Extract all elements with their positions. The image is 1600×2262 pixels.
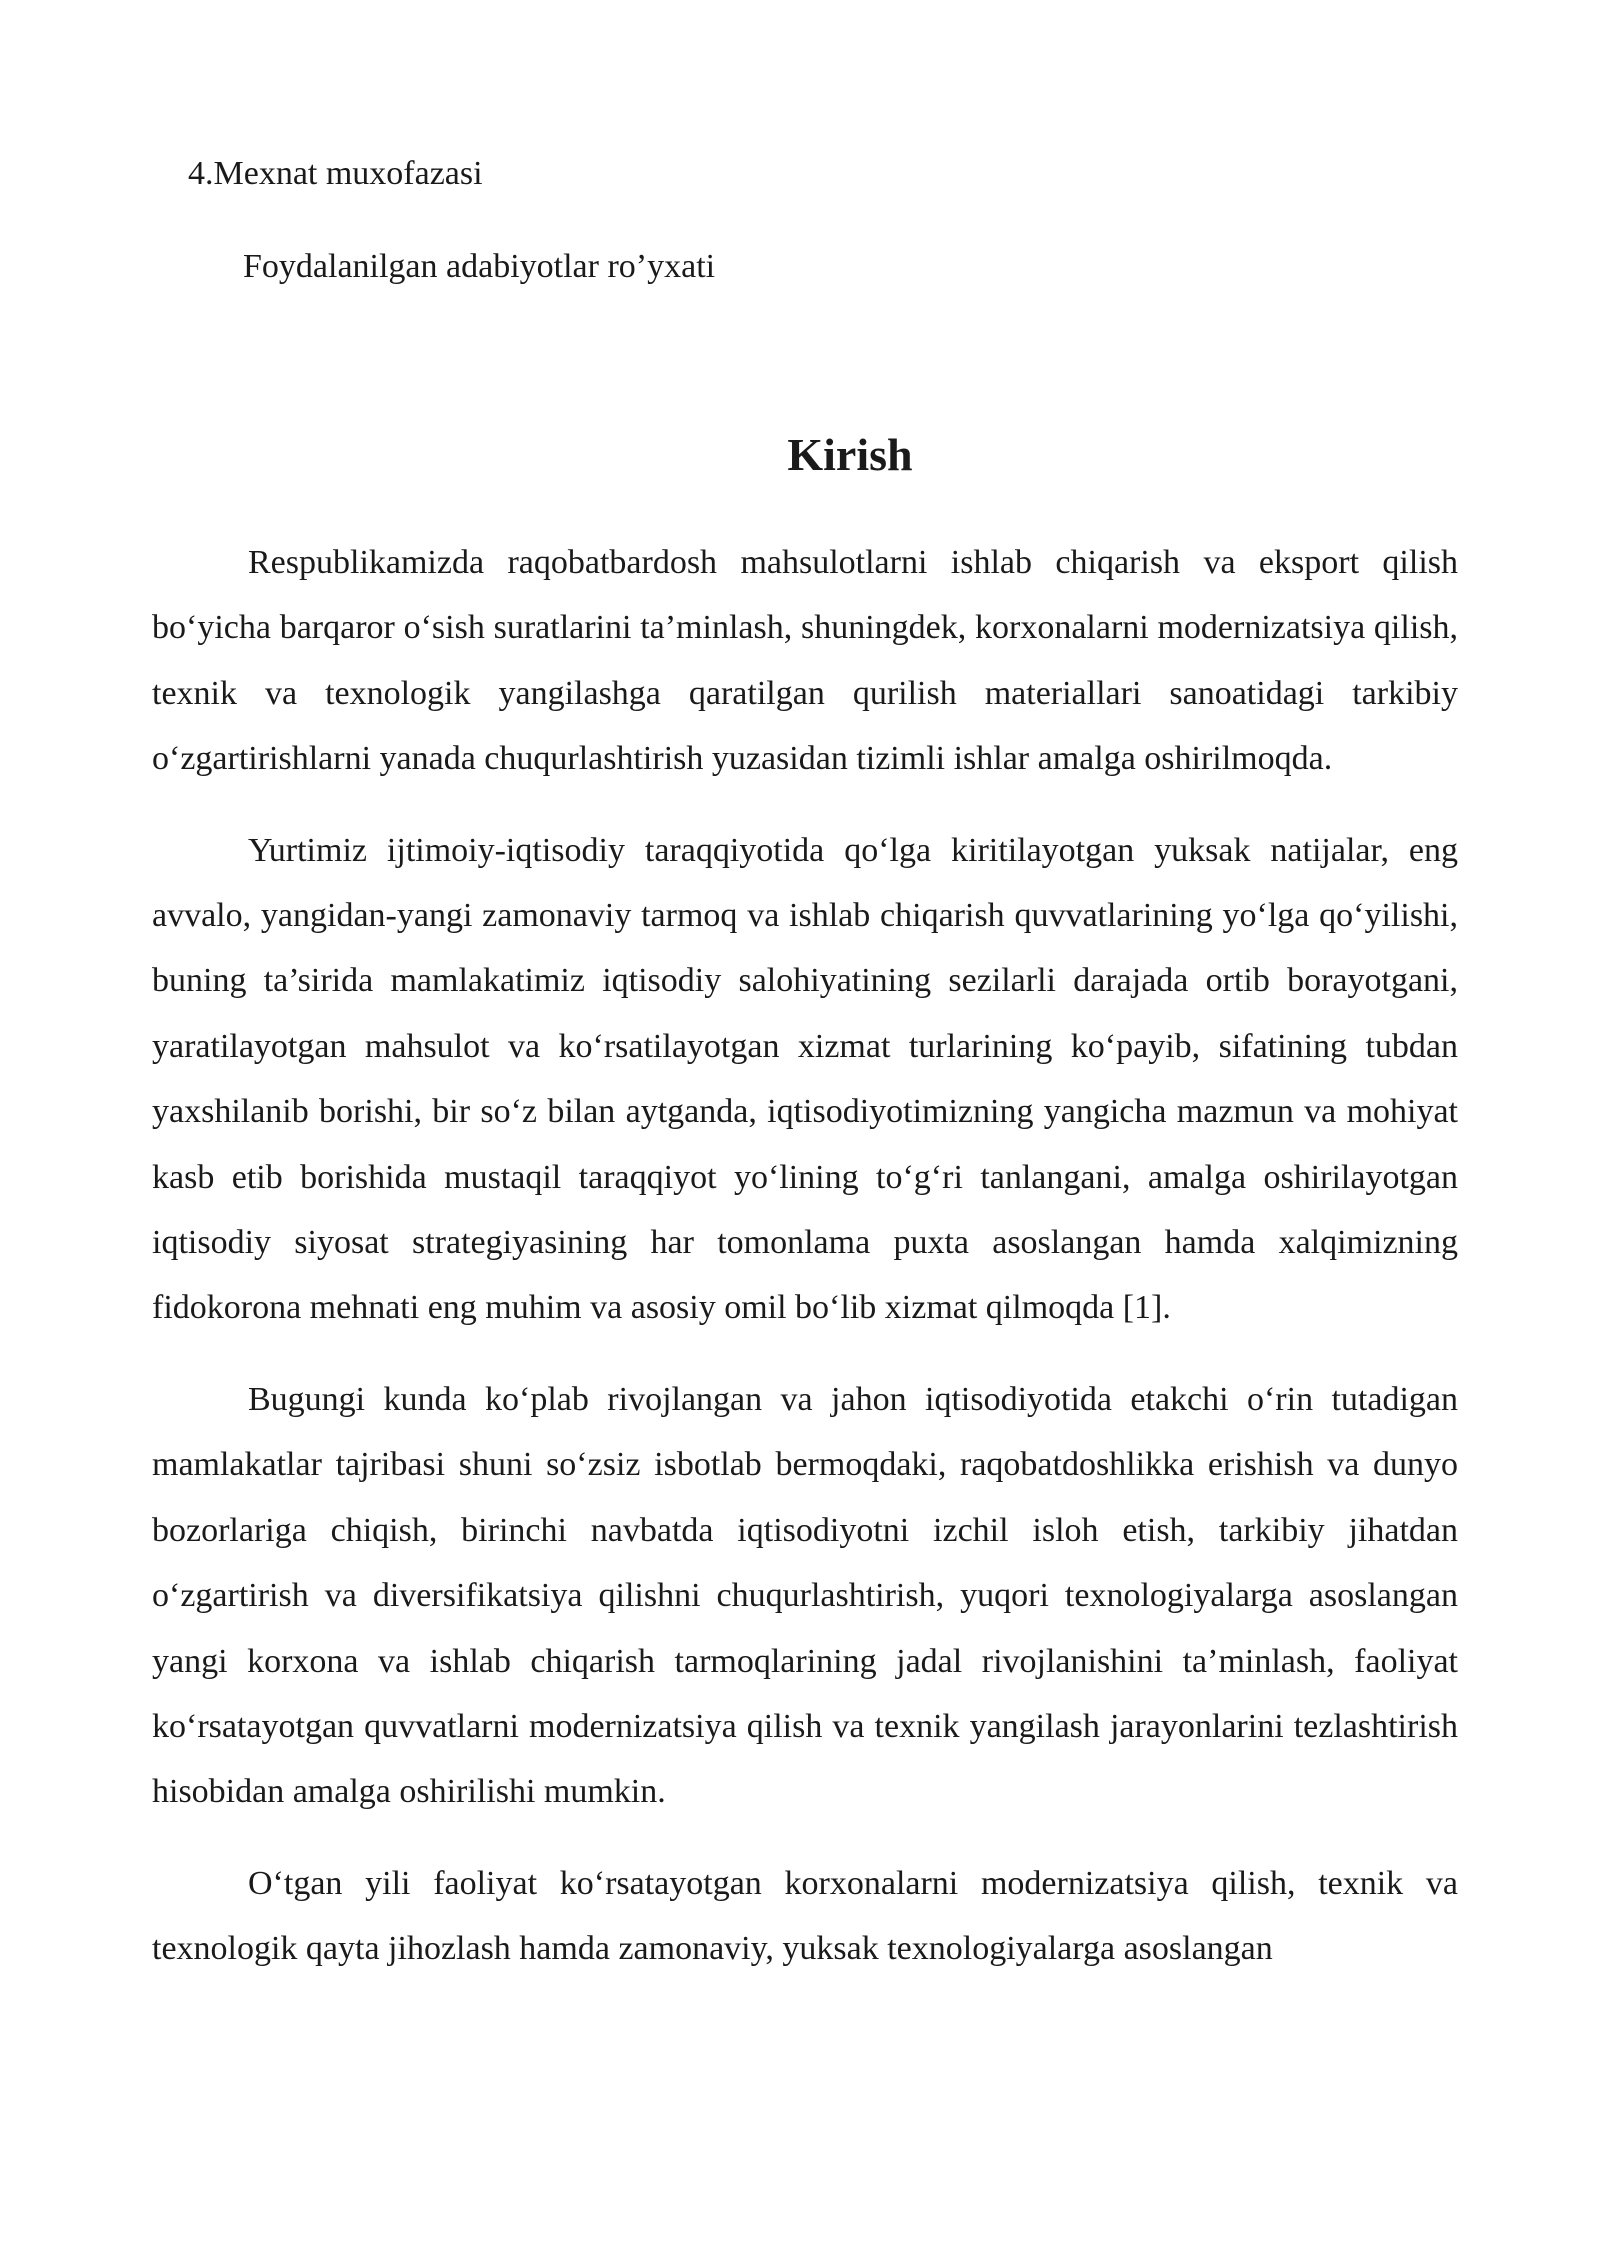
toc-item-references: Foydalanilgan adabiyotlar ro’yxati	[243, 248, 716, 285]
paragraph: Yurtimiz ijtimoiy-iqtisodiy taraqqiyotida qo‘lga kiritilayotgan yuksak natijalar, eng avvalo, yangidan-yangi zamonaviy tarmoq va ishlab chiqarish quvvatlarining yo‘lga qo‘yilishi, buning ta’sirida mamlakatimiz iqtisodiy salohiyatining sezilarli darajada ortib borayotgani, yaratilayotgan mahsulot va ko‘rsatilayotgan xizmat turlarining ko‘payib, sifatining tubdan yaxshilanib borishi, bir so‘z bilan aytganda, iqtisodiyotimizning yangicha mazmun va mohiyat kasb etib borishida mustaqil taraqqiyot yo‘lining to‘g‘ri tanlangani, amalga oshirilayotgan iqtisodiy siyosat strategiyasining har tomonlama puxta asoslangan hamda xalqimizning fidokorona mehnati eng muhim va asosiy omil bo‘lib xizmat qilmoqda [1].	[152, 831, 1458, 1327]
toc-item-labor-protection: 4.Mexnat muxofazasi	[188, 155, 483, 192]
paragraph: Respublikamizda raqobatbardosh mahsulotlarni ishlab chiqarish va eksport qilish bo‘yicha barqaror o‘sish suratlarini ta’minlash, shuningdek, korxonalarni modernizatsiya qilish, texnik va texnologik yangilashga qaratilgan qurilish materiallari sanoatidagi tarkibiy o‘zgartirishlarni yanada chuqurlashtirish yuzasidan tizimli ishlar amalga oshirilmoqda.	[152, 544, 1458, 778]
paragraph: O‘tgan yili faoliyat ko‘rsatayotgan korxonalarni modernizatsiya qilish, texnik va texnologik qayta jihozlash hamda zamonaviy, yuksak texnologiyalarga asoslangan	[152, 1864, 1458, 1968]
body-text	[152, 530, 1458, 2008]
section-heading: Kirish	[787, 429, 913, 480]
paragraph: Bugungi kunda ko‘plab rivojlangan va jahon iqtisodiyotida etakchi o‘rin tutadigan mamlakatlar tajribasi shuni so‘zsiz isbotlab bermoqdaki, raqobatdoshlikka erishish va dunyo bozorlariga chiqish, birinchi navbatda iqtisodiyotni izchil isloh etish, tarkibiy jihatdan o‘zgartirish va diversifikatsiya qilishni chuqurlashtirish, yuqori texnologiyalarga asoslangan yangi korxona va ishlab chiqarish tarmoqlarining jadal rivojlanishini ta’minlash, faoliyat ko‘rsatayotgan quvvatlarni modernizatsiya qilish va texnik yangilash jarayonlarini tezlashtirish hisobidan amalga oshirilishi mumkin.	[152, 1380, 1458, 1811]
